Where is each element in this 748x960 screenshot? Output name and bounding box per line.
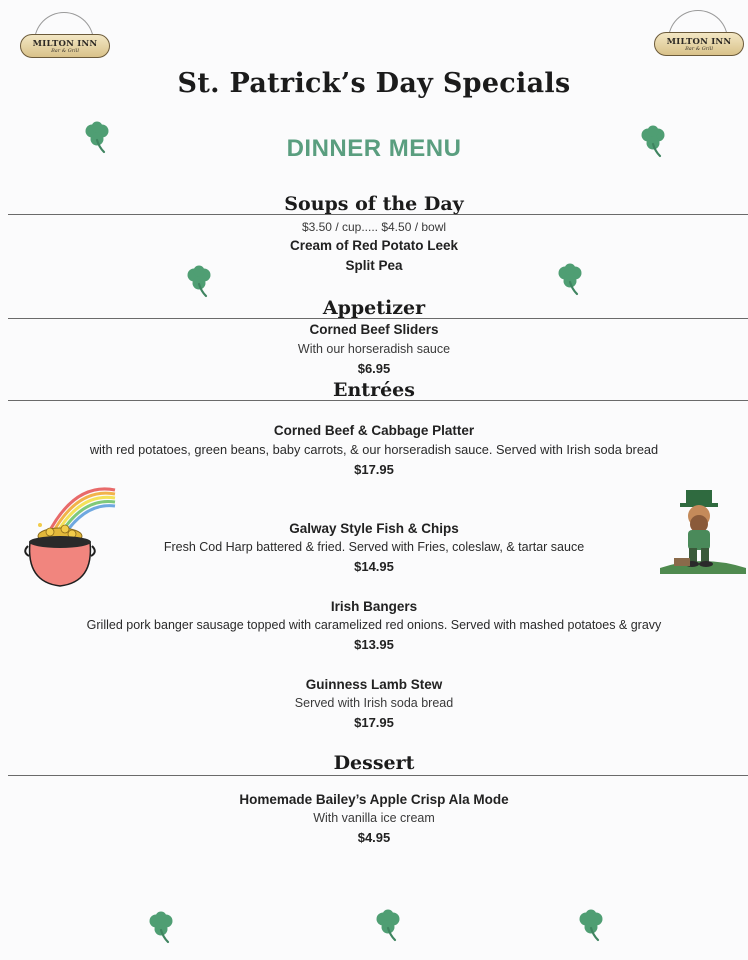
dessert-desc: With vanilla ice cream <box>313 811 435 825</box>
menu-subtitle: DINNER MENU <box>286 135 462 162</box>
leprechaun-icon <box>656 488 748 576</box>
entree-price-3: $13.95 <box>354 637 394 652</box>
shamrock-icon <box>638 124 668 158</box>
entree-name-2: Galway Style Fish & Chips <box>289 521 459 536</box>
shamrock-icon <box>82 120 112 154</box>
entree-price-2: $14.95 <box>354 559 394 574</box>
dessert-name: Homemade Bailey’s Apple Crisp Ala Mode <box>239 792 509 807</box>
logo-name: MILTON INN <box>32 39 98 49</box>
entree-name-4: Guinness Lamb Stew <box>305 677 443 692</box>
appetizer-price: $6.95 <box>357 361 391 376</box>
dessert-heading: Dessert <box>333 752 415 774</box>
entree-price-4: $17.95 <box>354 715 394 730</box>
page-title: St. Patrick’s Day Specials <box>177 68 571 99</box>
shamrock-icon <box>576 908 606 942</box>
logo-sub: Bar & Grill <box>685 46 713 52</box>
entree-desc-2: Fresh Cod Harp battered & fried. Served with Fries, coleslaw, & tartar sauce <box>163 540 585 554</box>
entree-price-1: $17.95 <box>354 462 394 477</box>
soup-item-1: Cream of Red Potato Leek <box>289 238 459 253</box>
shamrock-icon <box>146 910 176 944</box>
entrees-heading: Entrées <box>333 379 415 401</box>
entree-desc-4: Served with Irish soda bread <box>294 696 454 710</box>
appetizer-heading: Appetizer <box>322 297 426 319</box>
appetizer-name: Corned Beef Sliders <box>309 322 439 337</box>
appetizer-desc: With our horseradish sauce <box>297 342 451 356</box>
soups-price-line: $3.50 / cup..... $4.50 / bowl <box>301 220 447 234</box>
soups-heading: Soups of the Day <box>284 193 464 215</box>
entree-desc-3: Grilled pork banger sausage topped with caramelized red onions. Served with mashed potatoes & gravy <box>86 618 662 632</box>
logo-name: MILTON INN <box>666 37 732 47</box>
entree-name-3: Irish Bangers <box>330 599 418 614</box>
dessert-price: $4.95 <box>357 830 391 845</box>
logo-sub: Bar & Grill <box>51 48 79 54</box>
entree-desc-1: with red potatoes, green beans, baby carrots, & our horseradish sauce. Served with Irish soda bread <box>89 442 659 457</box>
pot-of-gold-icon <box>20 482 120 592</box>
milton-inn-logo-icon-right <box>654 10 746 58</box>
entree-name-1: Corned Beef & Cabbage Platter <box>273 423 475 438</box>
milton-inn-logo-icon-left <box>20 12 112 60</box>
soup-item-2: Split Pea <box>345 258 403 273</box>
section-divider <box>8 775 748 776</box>
shamrock-icon <box>373 908 403 942</box>
